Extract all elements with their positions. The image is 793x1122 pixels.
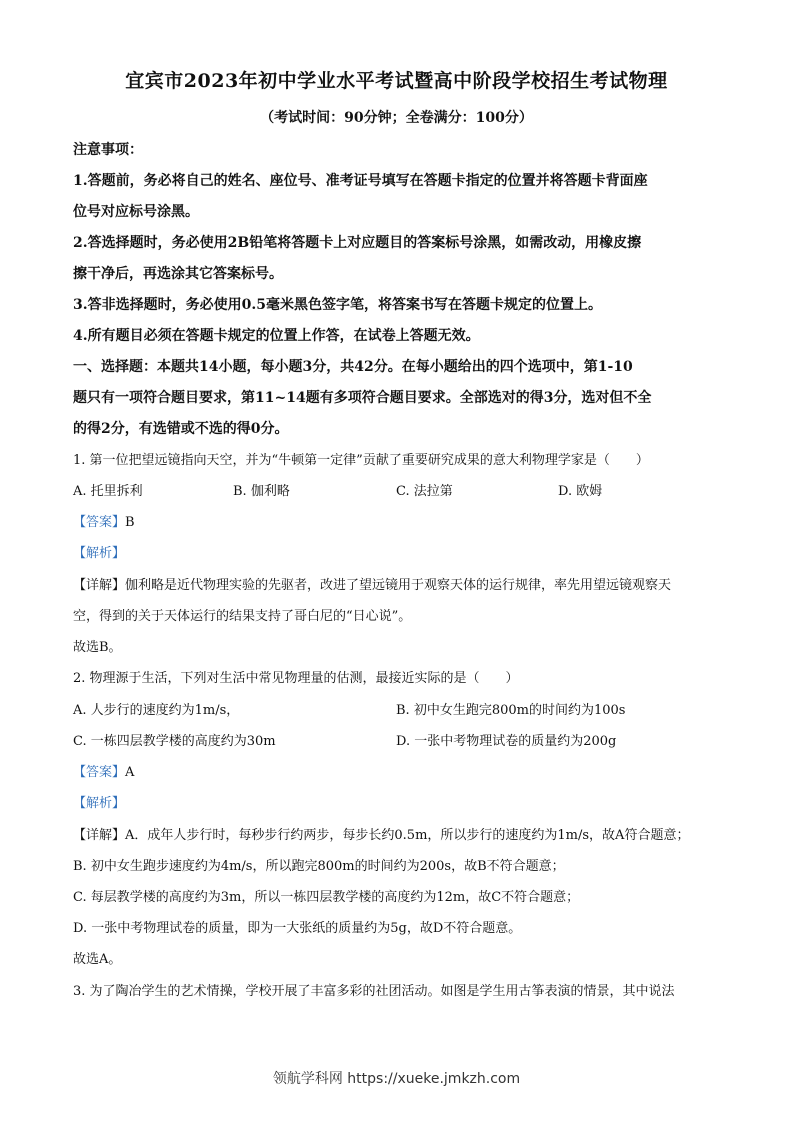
- q1-detail-line: [73, 576, 723, 596]
- exam-info: （考试时间：90分钟；全卷满分：100分）: [260, 110, 533, 126]
- q1-option-c: C. 法拉第: [396, 484, 453, 499]
- notes-heading: 注意事项：: [73, 142, 143, 158]
- section-line: 题只有一项符合题目要求，第11~14题有多项符合题目要求。全部选对的得3分，选对但不全: [73, 390, 652, 406]
- q2-detail-line: B. 初中女生跑步速度约为4m/s，所以跑完800m的时间约为200s，故B不符合题意；: [73, 859, 565, 874]
- q2-detail-line: C. 每层教学楼的高度约为3m，所以一栋四层教学楼的高度约为12m，故C不符合题意；: [73, 890, 580, 905]
- detail-tag: 【详解】: [73, 578, 126, 593]
- q2-option-d: D. 一张中考物理试卷的质量约为200g: [396, 734, 617, 749]
- q1-conclusion: 故选B。: [73, 640, 122, 655]
- answer-tag: 【答案】: [73, 515, 126, 530]
- q1-option-b: B. 伽利略: [233, 484, 290, 499]
- q2-answer: [73, 763, 723, 783]
- note-line: 擦干净后，再选涂其它答案标号。: [73, 266, 283, 282]
- q1-stem: 1. 第一位把望远镜指向天空，并为“牛顿第一定律”贡献了重要研究成果的意大利物理学家是（ ）: [73, 453, 649, 468]
- q2-detail-line: [73, 826, 723, 846]
- q2-option-c: C. 一栋四层教学楼的高度约为30m: [73, 734, 276, 749]
- q3-stem: 3. 为了陶冶学生的艺术情操，学校开展了丰富多彩的社团活动。如图是学生用古筝表演的情景，其中说法: [73, 984, 675, 999]
- note-line: 1.答题前，务必将自己的姓名、座位号、准考证号填写在答题卡指定的位置并将答题卡背面座: [73, 173, 648, 189]
- q1-answer: [73, 513, 723, 533]
- section-line: 的得2分，有选错或不选的得0分。: [73, 421, 289, 437]
- note-line: 3.答非选择题时，务必使用0.5毫米黑色签字笔，将答案书写在答题卡规定的位置上。: [73, 297, 602, 313]
- q2-option-a: A. 人步行的速度约为1m/s，: [73, 703, 240, 718]
- q1-option-a: A. 托里拆利: [73, 484, 143, 499]
- q2-option-b: B. 初中女生跑完800m的时间约为100s: [396, 703, 626, 718]
- footer-watermark: 领航学科网 https://xueke.jmkzh.com: [272, 1071, 521, 1087]
- answer-value: A: [125, 765, 135, 780]
- q2-analysis-tag: 【解析】: [73, 796, 126, 811]
- answer-tag: 【答案】: [73, 765, 126, 780]
- q2-stem: 2. 物理源于生活，下列对生活中常见物理量的估测，最接近实际的是（ ）: [73, 671, 519, 686]
- note-line: 位号对应标号涂黑。: [73, 204, 199, 220]
- q2-detail-line: D. 一张中考物理试卷的质量，即为一大张纸的质量约为5g，故D不符合题意。: [73, 921, 522, 936]
- page-title: 宜宾市2023年初中学业水平考试暨高中阶段学校招生考试物理: [125, 70, 668, 92]
- section-line: 一、选择题：本题共14小题，每小题3分，共42分。在每小题给出的四个选项中，第1-10: [73, 359, 633, 375]
- detail-tag: 【详解】: [73, 828, 126, 843]
- q1-option-d: D. 欧姆: [558, 484, 603, 499]
- q1-detail-line: 空，得到的关于天体运行的结果支持了哥白尼的“日心说”。: [73, 609, 412, 624]
- q2-conclusion: 故选A。: [73, 952, 122, 967]
- q1-analysis-tag: 【解析】: [73, 546, 126, 561]
- detail-text: A．成年人步行时，每秒步行约两步，每步长约0.5m，所以步行的速度约为1m/s，故A符合题意；: [125, 828, 690, 843]
- detail-text: 伽利略是近代物理实验的先驱者，改进了望远镜用于观察天体的运行规律，率先用望远镜观察天: [125, 578, 672, 593]
- note-line: 4.所有题目必须在答题卡规定的位置上作答，在试卷上答题无效。: [73, 328, 480, 344]
- note-line: 2.答选择题时，务必使用2B铅笔将答题卡上对应题目的答案标号涂黑，如需改动，用橡皮擦: [73, 235, 642, 251]
- answer-value: B: [125, 515, 135, 530]
